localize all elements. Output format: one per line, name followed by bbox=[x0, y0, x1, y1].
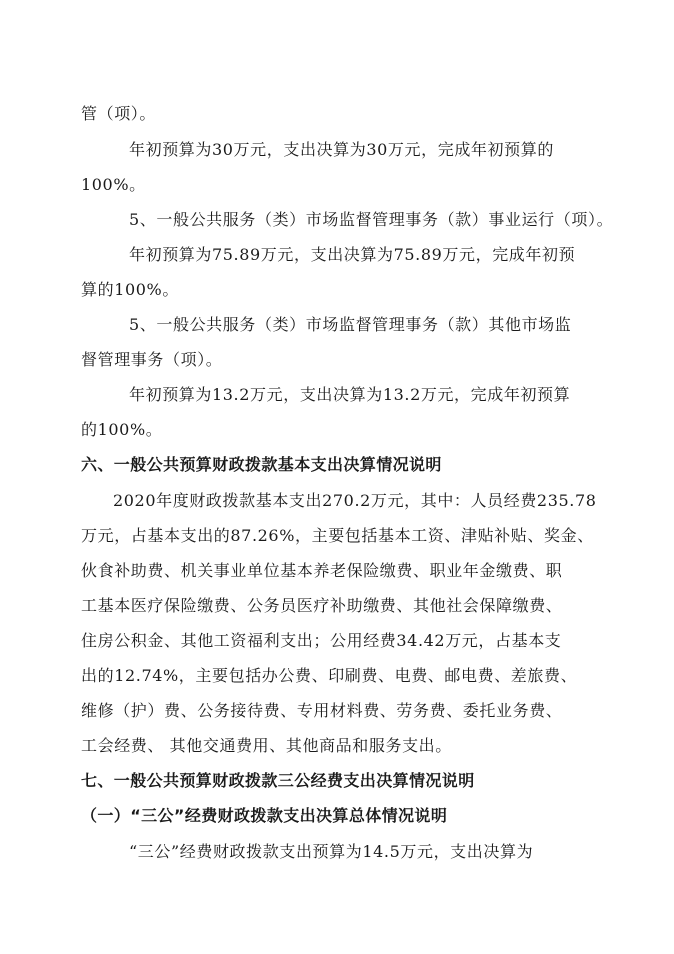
body-text-line: 工基本医疗保险缴费、公务员医疗补助缴费、其他社会保障缴费、 bbox=[81, 596, 563, 615]
body-text-line: 5、一般公共服务（类）市场监督管理事务（款）事业运行（项）。 bbox=[129, 210, 614, 229]
body-text-line: 工会经费、 其他交通费用、其他商品和服务支出。 bbox=[81, 736, 452, 755]
body-text-line: 维修（护）费、公务接待费、专用材料费、劳务费、委托业务费、 bbox=[81, 701, 563, 720]
body-text-line: 督管理事务（项）。 bbox=[81, 350, 223, 369]
body-text-line: 伙食补助费、机关事业单位基本养老保险缴费、职业年金缴费、职 bbox=[81, 561, 563, 580]
body-text-line: 2020年度财政拨款基本支出270.2万元，其中：人员经费235.78 bbox=[113, 491, 597, 510]
section-heading-6: 六、一般公共预算财政拨款基本支出决算情况说明 bbox=[81, 455, 442, 474]
body-text-line: 万元，占基本支出的87.26%，主要包括基本工资、津贴补贴、奖金、 bbox=[81, 526, 594, 545]
body-text-line: 管（项）。 bbox=[81, 104, 157, 123]
body-text-line: 的100%。 bbox=[81, 420, 163, 439]
body-text-line: 年初预算为30万元，支出决算为30万元，完成年初预算的 bbox=[129, 140, 554, 159]
body-text-line: 住房公积金、其他工资福利支出；公用经费34.42万元，占基本支 bbox=[81, 631, 562, 650]
body-text-line: 年初预算为13.2万元，支出决算为13.2万元，完成年初预算 bbox=[129, 385, 571, 404]
body-text-line: 年初预算为75.89万元，支出决算为75.89万元，完成年初预 bbox=[129, 245, 576, 264]
subsection-heading-1: （一）“三公”经费财政拨款支出决算总体情况说明 bbox=[81, 806, 448, 825]
body-text-line: 出的12.74%，主要包括办公费、印刷费、电费、邮电费、差旅费、 bbox=[81, 666, 578, 685]
body-text-line: 算的100%。 bbox=[81, 280, 179, 299]
body-text-line: “三公”经费财政拨款支出预算为14.5万元，支出决算为 bbox=[129, 842, 534, 861]
body-text-line: 5、一般公共服务（类）市场监督管理事务（款）其他市场监 bbox=[129, 315, 572, 334]
body-text-line: 100%。 bbox=[81, 175, 146, 194]
section-heading-7: 七、一般公共预算财政拨款三公经费支出决算情况说明 bbox=[81, 771, 475, 790]
